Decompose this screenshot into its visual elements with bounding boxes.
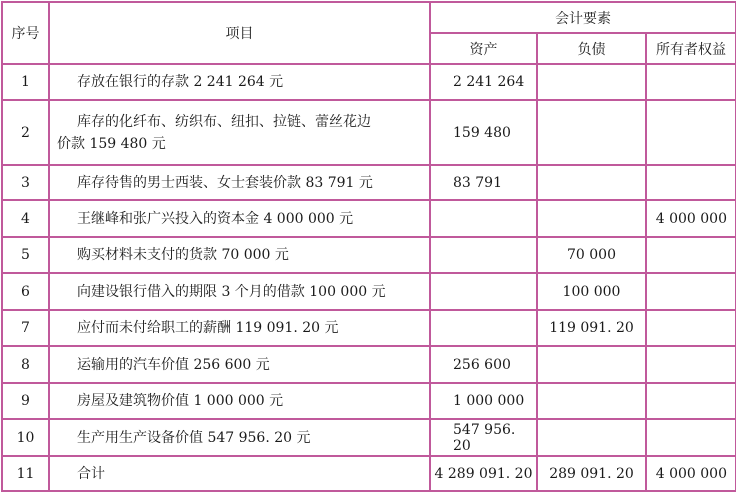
row-number: 11 — [2, 456, 49, 491]
row-equity: 4 000 000 — [646, 456, 736, 491]
row-liabilities — [537, 419, 646, 456]
header-item: 项目 — [49, 2, 430, 64]
row-assets: 2 241 264 — [430, 64, 537, 100]
row-item: 应付而未付给职工的薪酬 119 091. 20 元 — [49, 310, 430, 346]
table-row — [2, 419, 736, 456]
table-row — [2, 346, 736, 383]
row-item — [49, 100, 430, 165]
table-row — [2, 64, 736, 100]
table-row — [2, 383, 736, 419]
row-assets — [430, 273, 537, 310]
row-assets: 547 956. 20 — [430, 419, 537, 456]
row-equity — [646, 100, 736, 165]
row-number: 1 — [2, 64, 49, 100]
header-liabilities: 负债 — [537, 33, 646, 64]
row-equity — [646, 165, 736, 200]
table-row — [2, 200, 736, 237]
table-row — [2, 165, 736, 200]
row-number: 6 — [2, 273, 49, 310]
row-equity — [646, 273, 736, 310]
row-item: 向建设银行借入的期限 3 个月的借款 100 000 元 — [49, 273, 430, 310]
row-liabilities — [537, 383, 646, 419]
row-liabilities: 289 091. 20 — [537, 456, 646, 491]
row-number: 4 — [2, 200, 49, 237]
row-number: 5 — [2, 237, 49, 273]
table-row — [2, 310, 736, 346]
total-row — [2, 456, 736, 491]
row-number: 3 — [2, 165, 49, 200]
row-item: 王继峰和张广兴投入的资本金 4 000 000 元 — [49, 200, 430, 237]
row-liabilities — [537, 64, 646, 100]
row-item-line1: 库存的化纤布、纺织布、纽扣、拉链、蕾丝花边 — [77, 113, 371, 130]
header-assets: 资产 — [430, 33, 537, 64]
header-accounting-elements: 会计要素 — [430, 2, 736, 33]
row-number: 9 — [2, 383, 49, 419]
row-liabilities: 119 091. 20 — [537, 310, 646, 346]
row-liabilities: 70 000 — [537, 237, 646, 273]
row-equity: 4 000 000 — [646, 200, 736, 237]
row-number: 7 — [2, 310, 49, 346]
table-row — [2, 273, 736, 310]
row-liabilities — [537, 165, 646, 200]
row-liabilities: 100 000 — [537, 273, 646, 310]
row-item: 存放在银行的存款 2 241 264 元 — [49, 64, 430, 100]
row-item: 合计 — [49, 456, 430, 491]
row-liabilities — [537, 100, 646, 165]
row-item: 库存待售的男士西装、女士套装价款 83 791 元 — [49, 165, 430, 200]
header-seq: 序号 — [2, 2, 49, 64]
row-equity — [646, 64, 736, 100]
row-assets: 83 791 — [430, 165, 537, 200]
row-equity — [646, 346, 736, 383]
row-liabilities — [537, 200, 646, 237]
row-item: 购买材料未支付的货款 70 000 元 — [49, 237, 430, 273]
row-assets: 4 289 091. 20 — [430, 456, 537, 491]
row-assets — [430, 237, 537, 273]
row-assets: 256 600 — [430, 346, 537, 383]
header-row — [2, 2, 736, 33]
row-item: 房屋及建筑物价值 1 000 000 元 — [49, 383, 430, 419]
header-equity: 所有者权益 — [646, 33, 736, 64]
row-equity — [646, 383, 736, 419]
row-item: 运输用的汽车价值 256 600 元 — [49, 346, 430, 383]
row-equity — [646, 310, 736, 346]
row-equity — [646, 237, 736, 273]
row-number: 10 — [2, 419, 49, 456]
row-assets: 1 000 000 — [430, 383, 537, 419]
row-assets: 159 480 — [430, 100, 537, 165]
row-assets — [430, 200, 537, 237]
row-equity — [646, 419, 736, 456]
table-row — [2, 100, 736, 165]
row-assets — [430, 310, 537, 346]
row-item: 生产用生产设备价值 547 956. 20 元 — [49, 419, 430, 456]
row-item-line2: 价款 159 480 元 — [57, 135, 166, 152]
row-number: 2 — [2, 100, 49, 165]
table-row — [2, 237, 736, 273]
row-number: 8 — [2, 346, 49, 383]
row-liabilities — [537, 346, 646, 383]
accounting-elements-table — [1, 1, 736, 492]
